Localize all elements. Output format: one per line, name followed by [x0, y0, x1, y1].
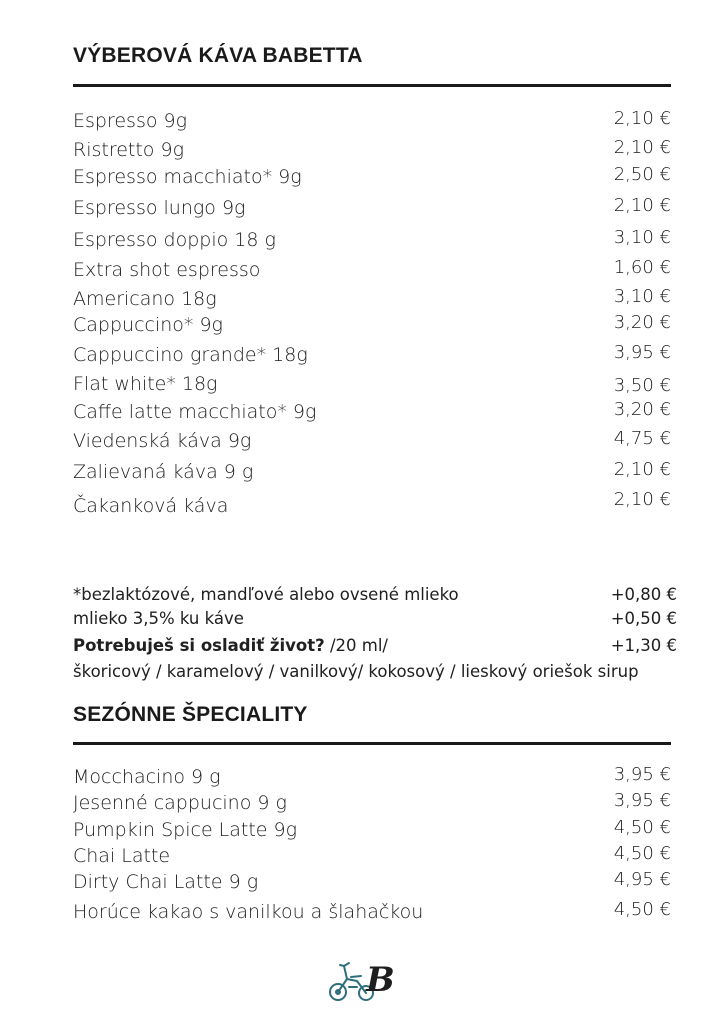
extra-price: +0,50 €: [610, 609, 677, 628]
menu-item: [73, 229, 671, 255]
menu-item-name: Mocchacino 9 g: [73, 766, 221, 788]
menu-item-name: Zalievaná káva 9 g: [73, 461, 254, 483]
menu-item-price: 3,10 €: [613, 286, 671, 307]
menu-item: [73, 430, 671, 456]
seasonal-section-title: SEZÓNNE ŠPECIALITY: [73, 703, 308, 726]
extra-syrup-bold-label: Potrebuješ si osladiť život?: [73, 636, 325, 655]
menu-item: [73, 314, 671, 340]
menu-item-price: 3,95 €: [613, 764, 671, 785]
menu-item: [73, 792, 671, 818]
menu-item: [73, 110, 671, 136]
menu-item: [73, 766, 671, 792]
menu-item-name: Cappuccino grande* 18g: [73, 344, 308, 366]
menu-item-price: 4,95 €: [613, 869, 671, 890]
menu-item: [73, 166, 671, 192]
babetta-moped-logo-icon: [327, 957, 397, 1005]
menu-item: [73, 288, 671, 314]
menu-item: [73, 197, 671, 223]
menu-item-name: Pumpkin Spice Latte 9g: [73, 819, 298, 841]
menu-item: [73, 489, 671, 521]
menu-item-name: Caffe latte macchiato* 9g: [73, 401, 317, 423]
menu-item: [73, 901, 671, 927]
menu-item: [73, 344, 671, 370]
menu-item-price: 4,50 €: [613, 817, 671, 838]
menu-item-price: 1,60 €: [613, 257, 671, 278]
menu-item-name: Dirty Chai Latte 9 g: [73, 871, 259, 893]
menu-item-price: 2,10 €: [613, 489, 671, 510]
menu-item-price: 4,75 €: [613, 428, 671, 449]
menu-item-name: Jesenné cappucino 9 g: [73, 792, 287, 814]
extra-label: *bezlaktózové, mandľové alebo ovsené mlieko: [73, 585, 459, 604]
menu-item-name: Espresso 9g: [73, 110, 187, 132]
menu-item-name: Viedenská káva 9g: [73, 430, 252, 452]
menu-item-price: 3,95 €: [613, 342, 671, 363]
menu-item: [73, 401, 671, 427]
menu-item-name: Espresso doppio 18 g: [73, 229, 276, 251]
extra-label: mlieko 3,5% ku káve: [73, 609, 244, 628]
menu-item-name: Extra shot espresso: [73, 259, 261, 281]
menu-item-price: 4,50 €: [613, 899, 671, 920]
extra-syrup-volume: /20 ml/: [324, 636, 388, 655]
menu-item-name: Americano 18g: [73, 288, 217, 310]
menu-item-name: Espresso lungo 9g: [73, 197, 246, 219]
menu-item-price: 2,50 €: [613, 164, 671, 185]
menu-item-name: Chai Latte: [73, 845, 171, 867]
menu-item-price: 3,10 €: [613, 227, 671, 248]
menu-item: [73, 373, 671, 399]
menu-item: [73, 819, 671, 845]
menu-item-price: 2,10 €: [613, 459, 671, 480]
menu-item-price: 3,20 €: [613, 312, 671, 333]
menu-item-name: Čakanková káva: [73, 495, 229, 517]
logo-letter: B: [366, 960, 395, 1000]
extra-plant-milk: [73, 585, 677, 607]
section-divider: [73, 84, 671, 87]
coffee-section-title: VÝBEROVÁ KÁVA BABETTA: [73, 44, 363, 67]
extra-label: [73, 636, 388, 655]
menu-item-price: 2,10 €: [613, 195, 671, 216]
menu-item-name: Ristretto 9g: [73, 139, 184, 161]
extra-price: +1,30 €: [610, 636, 677, 655]
extra-syrup: [73, 636, 677, 658]
menu-item-price: 3,20 €: [613, 399, 671, 420]
menu-item: [73, 845, 671, 871]
menu-item-price: 3,95 €: [613, 790, 671, 811]
menu-item: [73, 139, 671, 165]
menu-item-name: Espresso macchiato* 9g: [73, 166, 302, 188]
syrup-flavors: škoricový / karamelový / vanilkový/ kokosový / lieskový oriešok sirup: [73, 662, 639, 681]
menu-item-name: Flat white* 18g: [73, 373, 218, 395]
section-divider: [73, 742, 671, 745]
menu-item-name: Cappuccino* 9g: [73, 314, 223, 336]
extra-price: +0,80 €: [610, 585, 677, 604]
menu-item-price: 4,50 €: [613, 843, 671, 864]
menu-item-price: 3,50 €: [613, 375, 671, 396]
menu-item: [73, 461, 671, 487]
menu-item-price: 2,10 €: [613, 108, 671, 129]
menu-item: [73, 259, 671, 285]
menu-item: [73, 871, 671, 897]
menu-item-price: 2,10 €: [613, 137, 671, 158]
menu-item-name: Horúce kakao s vanilkou a šlahačkou: [73, 901, 424, 923]
extra-milk: [73, 609, 677, 631]
